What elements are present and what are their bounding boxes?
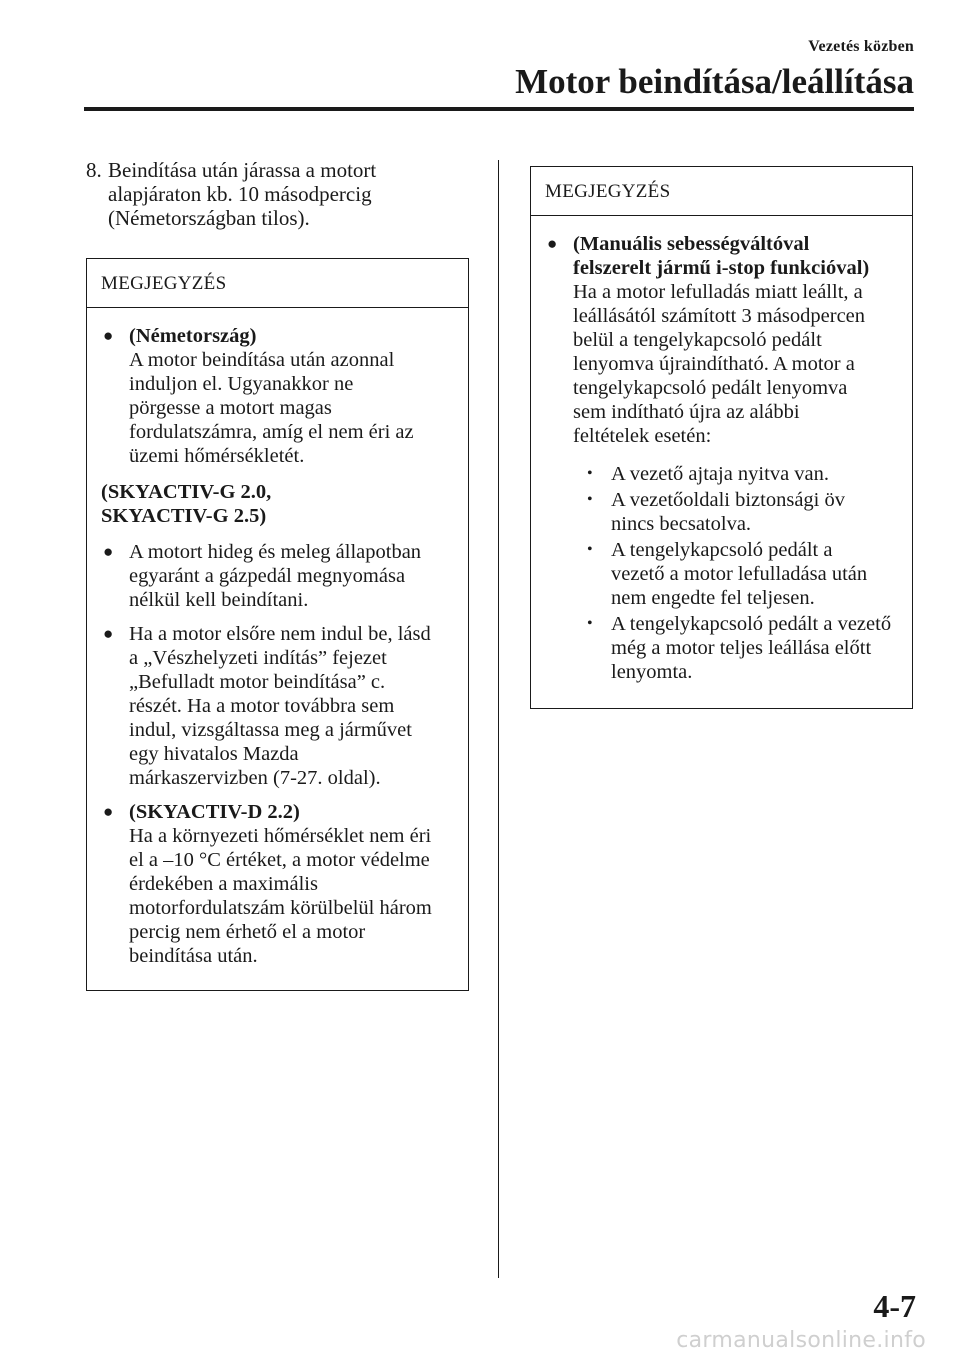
item-line: leállásától számított 3 másodpercen xyxy=(573,305,866,327)
bullet-icon: ● xyxy=(103,624,114,643)
list-item xyxy=(585,488,898,536)
note-heading: MEGJEGYZÉS xyxy=(87,259,468,308)
step-text xyxy=(108,158,469,230)
page-title: Motor beindítása/leállítása xyxy=(515,62,914,101)
step-number: 8. xyxy=(86,158,102,182)
note-body xyxy=(87,308,468,990)
column-divider xyxy=(498,160,499,1278)
note-item-cold-start xyxy=(101,540,454,612)
item-line: egyaránt a gázpedál megnyomása xyxy=(129,565,406,587)
note-body xyxy=(531,216,912,708)
bullet-icon: ● xyxy=(103,326,114,345)
item-title: felszerelt jármű i-stop funkcióval) xyxy=(573,257,870,279)
list-item-line: A tengelykapcsoló pedált a xyxy=(611,539,833,561)
item-line: belül a tengelykapcsoló pedált xyxy=(573,329,822,351)
note-item-skyactiv-d xyxy=(101,800,454,968)
item-line: Ha a motor lefulladás miatt leállt, a xyxy=(573,281,863,303)
item-line: tengelykapcsoló pedált lenyomva xyxy=(573,377,848,399)
left-column xyxy=(86,158,469,991)
subheading-line: (SKYACTIV-G 2.0, xyxy=(101,481,272,503)
page-header xyxy=(515,38,914,101)
item-line: a „Vészhelyzeti indítás” fejezet xyxy=(129,647,387,669)
list-item-line: nincs becsatolva. xyxy=(611,513,752,535)
list-item-line: A vezető ajtaja nyitva van. xyxy=(611,463,830,485)
item-line: „Befulladt motor beindítása” c. xyxy=(129,671,386,693)
item-line: pörgesse a motort magas xyxy=(129,397,332,419)
step-line: Beindítása után járassa a motort xyxy=(108,158,377,182)
item-title: (Németország) xyxy=(129,325,257,347)
note-box-left xyxy=(86,258,469,991)
header-rule xyxy=(84,107,914,111)
bullet-icon: • xyxy=(587,491,593,508)
note-box-right xyxy=(530,166,913,709)
item-line: beindítása után. xyxy=(129,945,258,967)
bullet-icon: • xyxy=(587,615,593,632)
item-line: érdekében a maximális xyxy=(129,873,318,895)
item-line: fordulatszámra, amíg el nem éri az xyxy=(129,421,414,443)
item-line: Ha a motor elsőre nem indul be, lásd xyxy=(129,623,431,645)
list-item-line: vezető a motor lefulladása után xyxy=(611,563,868,585)
step-line: (Németországban tilos). xyxy=(108,206,310,230)
item-title: (SKYACTIV-D 2.2) xyxy=(129,801,300,823)
subheading-line: SKYACTIV-G 2.5) xyxy=(101,505,267,527)
list-item-line: még a motor teljes leállása előtt xyxy=(611,637,872,659)
note-item-istop xyxy=(545,232,898,686)
item-line: el a –10 °C értéket, a motor védelme xyxy=(129,849,430,871)
item-title: (Manuális sebességváltóval xyxy=(573,233,810,255)
note-subheading xyxy=(101,480,454,528)
list-item-line: A vezetőoldali biztonsági öv xyxy=(611,489,845,511)
item-line: nélkül kell beindítani. xyxy=(129,589,309,611)
bullet-icon: ● xyxy=(547,234,558,253)
item-line: márkaszervizben (7-27. oldal). xyxy=(129,767,381,789)
right-column xyxy=(530,166,913,709)
item-line: lenyomva újraindítható. A motor a xyxy=(573,353,855,375)
list-item xyxy=(585,462,898,486)
note-item-germany xyxy=(101,324,454,468)
list-item xyxy=(585,538,898,610)
list-item xyxy=(585,612,898,684)
item-line: sem indítható újra az alábbi xyxy=(573,401,800,423)
step-line: alapjáraton kb. 10 másodpercig xyxy=(108,182,372,206)
condition-list xyxy=(585,462,898,684)
bullet-icon: ● xyxy=(103,542,114,561)
item-line: egy hivatalos Mazda xyxy=(129,743,299,765)
bullet-icon: • xyxy=(587,541,593,558)
item-line: motorfordulatszám körülbelül három xyxy=(129,897,432,919)
item-line: A motor beindítása után azonnal xyxy=(129,349,395,371)
list-item-line: nem engedte fel teljesen. xyxy=(611,587,815,609)
item-line: A motort hideg és meleg állapotban xyxy=(129,541,422,563)
item-line: részét. Ha a motor továbbra sem xyxy=(129,695,395,717)
step-8 xyxy=(86,158,469,230)
watermark: carmanualsonline.info xyxy=(676,1328,926,1353)
list-item-line: lenyomta. xyxy=(611,661,693,683)
item-line: induljon el. Ugyanakkor ne xyxy=(129,373,354,395)
item-line: feltételek esetén: xyxy=(573,425,712,447)
item-line: üzemi hőmérsékletét. xyxy=(129,445,305,467)
bullet-icon: ● xyxy=(103,802,114,821)
item-line: indul, vizsgáltassa meg a járművet xyxy=(129,719,412,741)
item-line: percig nem érhető el a motor xyxy=(129,921,366,943)
chapter-label: Vezetés közben xyxy=(808,38,914,55)
item-line: Ha a környezeti hőmérséklet nem éri xyxy=(129,825,432,847)
note-item-emergency-start xyxy=(101,622,454,790)
list-item-line: A tengelykapcsoló pedált a vezető xyxy=(611,613,892,635)
note-heading: MEGJEGYZÉS xyxy=(531,167,912,216)
page-number: 4-7 xyxy=(873,1288,916,1324)
bullet-icon: • xyxy=(587,465,593,482)
